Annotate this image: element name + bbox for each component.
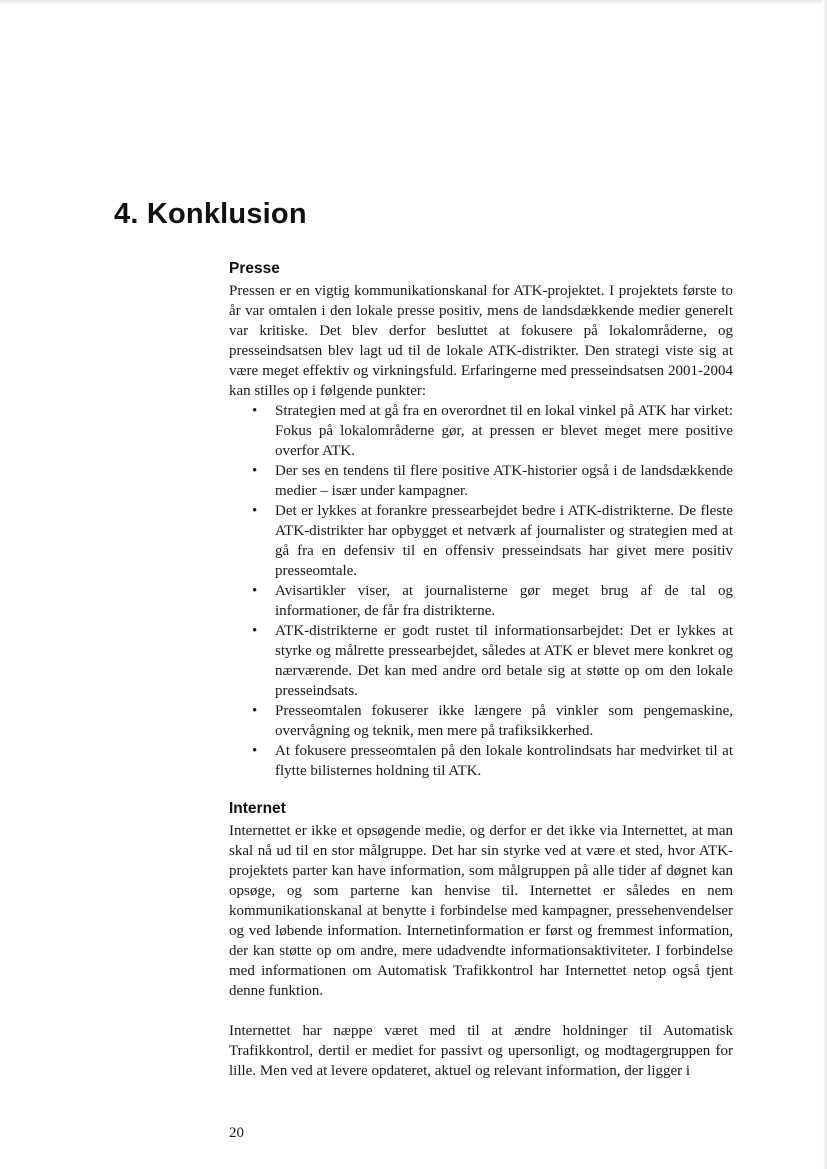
presse-bullet-list: [229, 401, 733, 781]
bullet-text: Presseomtalen fokuserer ikke længere på vinkler som pengemaskine, overvågning og teknik, men mere på trafiksikkerhed.: [275, 703, 733, 739]
section-heading-internet: Internet: [229, 800, 286, 817]
bullet-text: Det er lykkes at forankre pressearbejdet bedre i ATK-distrikterne. De fleste ATK-distrikter har opbygget et netværk af journalister og strategien med at gå fra en defensiv til en offensiv presseindsats har givet mere positiv presseomtale.: [275, 503, 733, 579]
bullet-text: Strategien med at gå fra en overordnet til en lokal vinkel på ATK har virket: Fokus på lokalområderne gør, at pressen er blevet meget mere positive overfor ATK.: [275, 403, 733, 459]
list-item: [229, 621, 733, 701]
bullet-icon: •: [252, 463, 258, 479]
scan-edge-top: [0, 0, 827, 6]
list-item: [229, 401, 733, 461]
bullet-text: Avisartikler viser, at journalisterne gør meget brug af de tal og informationer, de får fra distrikterne.: [275, 583, 733, 619]
bullet-icon: •: [252, 743, 258, 759]
bullet-text: At fokusere presseomtalen på den lokale kontrolindsats har medvirket til at flytte bilisternes holdning til ATK.: [275, 743, 733, 779]
scan-edge-right: [823, 0, 827, 1169]
chapter-title: 4. Konklusion: [114, 198, 307, 230]
bullet-text: ATK-distrikterne er godt rustet til informationsarbejdet: Det er lykkes at styrke og målrette pressearbejdet, således at ATK er blevet mere konkret og nærværende. Det kan med andre ord betale sig at støtte op om den lokale presseindsats.: [275, 623, 733, 699]
internet-paragraph-2: Internettet har næppe været med til at ændre holdninger til Automatisk Trafikkontrol, dertil er mediet for passivt og upersonligt, og modtagergruppen for lille. Men ved at levere opdateret, aktuel og relevant information, der ligger i: [229, 1023, 733, 1079]
bullet-text: Der ses en tendens til flere positive ATK-historier også i de landsdækkende medier – især under kampagner.: [275, 463, 733, 499]
bullet-icon: •: [252, 623, 258, 639]
bullet-icon: •: [252, 703, 258, 719]
list-item: [229, 501, 733, 581]
page-content: [229, 258, 733, 1081]
section-internet: [229, 798, 733, 1081]
section-heading-presse: Presse: [229, 260, 280, 277]
list-item: [229, 741, 733, 781]
bullet-icon: •: [252, 403, 258, 419]
list-item: [229, 701, 733, 741]
section-presse: [229, 258, 733, 781]
internet-paragraph-1: Internettet er ikke et opsøgende medie, og derfor er det ikke via Internettet, at man skal nå ud til en stor målgruppe. Det har sin styrke ved at være et sted, hvor ATK-projektets parter kan have information, som målgruppen på alle tider af døgnet kan opsøge, og som parterne kan henvise til. Internettet er således en nem kommunikationskanal at benytte i forbindelse med kampagner, pressehenvendelser og ved løbende information. Internetinformation er først og fremmest information, der kan støtte op om andre, mere udadvendte informationsaktiviteter. I forbindelse med informationen om Automatisk Trafikkontrol har Internettet netop også tjent denne funktion.: [229, 823, 733, 999]
bullet-icon: •: [252, 503, 258, 519]
page-number: 20: [229, 1125, 244, 1141]
list-item: [229, 461, 733, 501]
presse-intro-paragraph: Pressen er en vigtig kommunikationskanal for ATK-projektet. I projektets første to år var omtalen i den lokale presse positiv, mens de landsdækkende medier generelt var kritiske. Det blev derfor besluttet at fokusere på lokalområderne, og presseindsatsen blev lagt ud til de lokale ATK-distrikter. Den strategi viste sig at være meget effektiv og virkningsfuld. Erfaringerne med presseindsatsen 2001-2004 kan stilles op i følgende punkter:: [229, 283, 733, 399]
bullet-icon: •: [252, 583, 258, 599]
list-item: [229, 581, 733, 621]
